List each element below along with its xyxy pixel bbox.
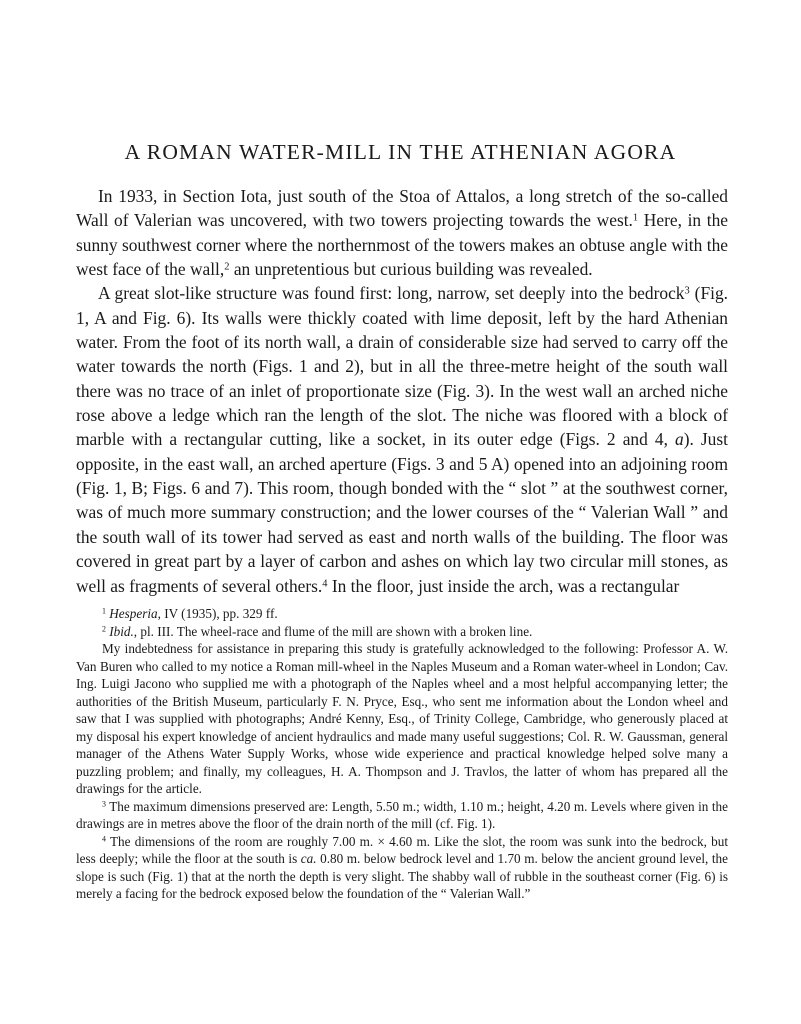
footnote-1-number: 1 <box>102 606 106 616</box>
footnote-3 <box>76 798 728 833</box>
footnote-1 <box>76 605 728 623</box>
paragraph-2-part-1: A great slot-like structure was found first: long, narrow, set deeply into the bedrock <box>98 283 685 304</box>
footnote-4 <box>76 833 728 903</box>
footnote-ref-1: 1 <box>632 212 639 224</box>
paragraph-2-part-4: In the floor, just inside the arch, was a rectangular <box>327 575 680 596</box>
footnote-2-number: 2 <box>102 624 106 634</box>
footnote-4-number: 4 <box>102 834 106 844</box>
footnote-3-text: The maximum dimensions preserved are: Length, 5.50 m.; width, 1.10 m.; height, 4.20 m. Levels where given in the drawings are in metres above the floor of the drain north of the mill (cf. Fig. 1). <box>76 798 728 831</box>
paragraph-2-part-2: (Fig. 1, A and Fig. 6). Its walls were thickly coated with lime deposit, left by the hard Athenian water. From the foot of its north wall, a drain of considerable size had served to carry off the water towards the north (Figs. 1 and 2), but in all the three-metre height of the south wall there was no trace of an inlet of proportionate size (Fig. 3). In the west wall an arched niche rose above a ledge which ran the length of the slot. The niche was floored with a block of marble with a rectangular cutting, like a socket, in its outer edge (Figs. 2 and 4, <box>76 283 728 450</box>
footnote-acknowledgements: My indebtedness for assistance in preparing this study is gratefully acknowledged to the following: Professor A. W. Van Buren who called to my notice a Roman mill-wheel in the Naples Museum and a Roman water-wheel in London; Cav. Ing. Luigi Jacono who supplied me with a photograph of the Naples wheel and a most helpful accompanying letter; the authorities of the British Museum, particularly F. N. Pryce, Esq., who sent me information about the London wheel and saw that I was supplied with photographs; André Kenny, Esq., of Trinity College, Cambridge, who generously placed at my disposal his expert knowledge of ancient hydraulics and made many useful suggestions; Col. R. W. Gaussman, general manager of the Athens Water Supply Works, whose wide experience and practical knowledge helped solve many a puzzling problem; and finally, my colleagues, H. A. Thompson and J. Travlos, the latter of whom has prepared all the drawings for the article. <box>76 641 728 796</box>
paragraph-1-part-2: Here, in the sunny southwest corner where the northernmost of the towers makes an obtuse angle with the west face of the wall, <box>76 210 729 280</box>
footnotes <box>76 605 728 903</box>
main-text <box>76 184 728 598</box>
footnote-4-circa: ca. <box>300 851 317 866</box>
footnote-ref-4: 4 <box>322 577 328 589</box>
paragraph-2-part-3: ). Just opposite, in the east wall, an arched aperture (Figs. 3 and 5 A) opened into an adjoining room (Fig. 1, B; Figs. 6 and 7). This room, though bonded with the “ slot ” at the southwest corner, was of much more summary construction; and the lower courses of the “ Valerian Wall ” and the south wall of its tower had served as east and north walls of the building. The floor was covered in great part by a layer of carbon and ashes on which lay two circular mill stones, as well as fragments of several others. <box>76 429 728 596</box>
paragraph-1-part-1: In 1933, in Section Iota, just south of the Stoa of Attalos, a long stretch of the so-called Wall of Valerian was uncovered, with two towers projecting towards the west. <box>76 186 728 231</box>
paragraph-1-part-3: an unpretentious but curious building was revealed. <box>229 259 593 280</box>
paragraph-2 <box>76 281 728 597</box>
footnote-2 <box>76 623 728 641</box>
article-title: A ROMAN WATER-MILL IN THE ATHENIAN AGORA <box>124 140 677 164</box>
footnote-4-text-2: 0.80 m. below bedrock level and 1.70 m. below the ancient ground level, the slope is such (Fig. 1) that at the north the depth is very slight. The shabby wall of rubble in the southeast corner (Fig. 6) is merely a facing for the bedrock exposed below the foundation of the “ Valerian Wall.” <box>76 851 728 901</box>
footnote-1-journal: Hesperia <box>109 606 158 621</box>
footnote-ref-3: 3 <box>684 285 690 297</box>
footnote-2-ibid: Ibid. <box>109 623 134 639</box>
alpha-label: a <box>675 429 684 450</box>
footnote-3-number: 3 <box>102 799 106 809</box>
footnote-ref-2: 2 <box>224 261 230 273</box>
footnote-1-text: , IV (1935), pp. 329 ff. <box>157 606 278 621</box>
footnote-4-text-1: The dimensions of the room are roughly 7.00 m. × 4.60 m. Like the slot, the room was sunk into the bedrock, but less deeply; while the floor at the south is <box>76 833 728 866</box>
paragraph-1 <box>76 184 728 281</box>
footnote-2-text: , pl. III. The wheel-race and flume of the mill are shown with a broken line. <box>133 623 533 639</box>
